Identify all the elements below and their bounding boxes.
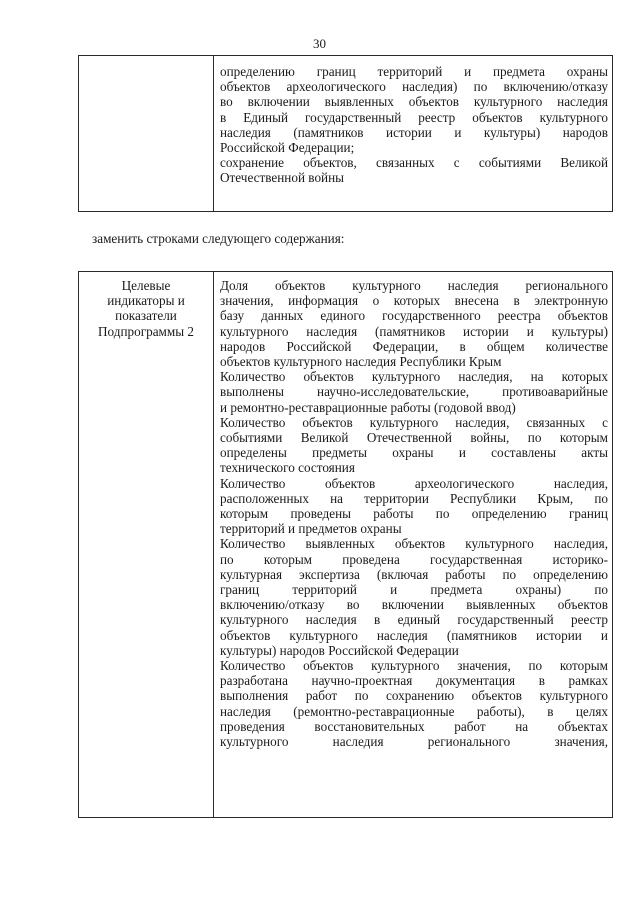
text-line: культурного наследия (памятников истории и культуры) [220,323,608,339]
text-line: выполнены научно-исследовательские, противоаварийные [220,384,608,400]
text-line: проведения восстановительных работ на объектах [220,718,608,734]
text-line: и ремонтно-реставрационные работы (годовой ввод) [220,399,516,415]
text-line: событиями Великой Отечественной войны, по которым [220,430,608,446]
text-line: наследия (ремонтно-реставрационные работы), в целях [220,703,608,719]
text-line: объектов культурного наследия Республики Крым [220,354,502,370]
table-right-text [214,56,612,186]
label-line: показатели [115,308,177,324]
indicators-label-cell [79,272,214,818]
text-line: определению границ территорий и предмета охраны [220,64,608,79]
label-line: индикаторы и [107,293,185,309]
text-line: по которым проведена государственная историко- [220,551,608,567]
page-number: 30 [313,36,326,51]
text-line: территорий и предметов охраны [220,521,402,537]
label-line: Подпрограммы 2 [98,323,194,339]
text-line: технического состояния [220,460,355,476]
text-line: культурного наследия регионального значения, [220,734,608,750]
text-line: объектов археологического наследия) по включению/отказу [220,79,608,95]
text-line: объектов культурного наследия (памятников истории и [220,627,608,643]
text-line: культурная экспертиза (включая работы по определению [220,566,608,582]
text-line: Доля объектов культурного наследия регионального [220,278,608,293]
text-line: Отечественной войны [220,170,345,186]
text-line: включению/отказу во включении выявленных объектов [220,597,608,613]
text-line: базу данных единого государственного реестра объектов [220,308,608,324]
text-line: разработана научно-проектная документация в рамках [220,673,608,689]
label-line: Целевые [121,278,171,293]
text-line: во включении выявленных объектов культурного наследия [220,94,608,110]
text-line: народов Российской Федерации, в общем количестве [220,338,608,354]
text-line: границ территорий и предмета охраны) по [220,582,608,598]
text-line: Количество объектов культурного значения, по которым [220,658,608,674]
text-line: Количество объектов культурного наследия, на которых [220,369,608,385]
indicators-table [78,271,613,818]
table-right-cell [214,56,613,212]
replacement-instruction: заменить строками следующего содержания: [92,231,345,246]
text-line: которым проведены работы по определению границ [220,506,608,522]
text-line: Российской Федерации; [220,140,355,156]
text-line: Количество выявленных объектов культурного наследия, [220,536,608,552]
text-line: наследия (памятников истории и культуры) народов [220,124,608,140]
text-line: культурного наследия в единый государственный реестр [220,612,608,628]
text-line: выполнения работ по сохранению объектов культурного [220,688,608,704]
text-line: значения, информация о которых внесена в электронную [220,293,608,309]
document-table-continuation [78,55,613,212]
text-line: сохранение объектов, связанных с событиями Великой [220,155,608,171]
indicators-content-cell [214,272,613,818]
text-line: культуры) народов Российской Федерации [220,642,459,658]
text-line: Количество объектов культурного наследия, связанных с [220,414,608,430]
indicators-label [79,272,213,339]
indicators-content [214,272,612,749]
text-line: Количество объектов археологического наследия, [220,475,608,491]
text-line: в Единый государственный реестр объектов культурного [220,109,608,125]
text-line: расположенных на территории Республики Крым, по [220,490,608,506]
text-line: определены предметы охраны и составлены акты [220,445,608,461]
table-left-cell-empty [79,56,214,212]
